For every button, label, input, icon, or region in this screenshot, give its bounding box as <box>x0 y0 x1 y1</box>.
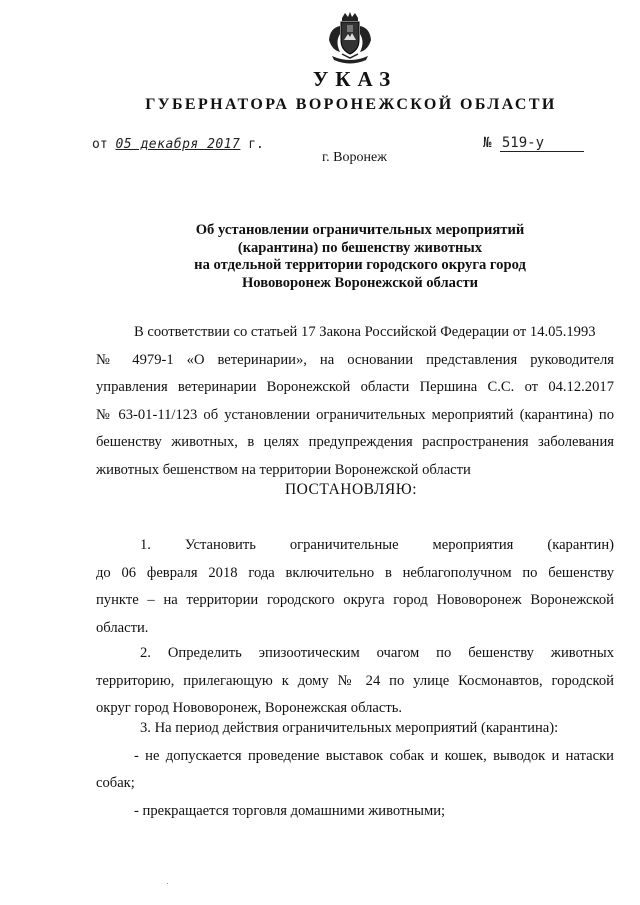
paragraph-line: № 63-01-11/123 об установлении ограничительных мероприятий (карантина) по <box>96 406 614 423</box>
date-suffix: г. <box>248 137 264 152</box>
paragraph-line: пункте – на территории городского округа город Нововоронеж Воронежской <box>96 592 614 608</box>
date-prefix: от <box>92 137 108 152</box>
heading-line: (карантина) по бешенству животных <box>237 239 483 256</box>
paragraph-line: животных бешенством на территории Воронежской области <box>96 461 471 478</box>
issuer-title: ГУБЕРНАТОРА ВОРОНЕЖСКОЙ ОБЛАСТИ <box>145 96 557 113</box>
paragraph-line: области. <box>96 619 149 636</box>
paragraph-line: округ город Нововоронеж, Воронежская область. <box>96 700 403 716</box>
paragraph-line: до 06 февраля 2018 года включительно в неблагополучном по бешенству <box>96 564 614 581</box>
paragraph-line: 1. Установить ограничительные мероприятия (карантин) <box>140 537 614 553</box>
paragraph-line: собак; <box>96 775 135 791</box>
scan-speck <box>167 883 168 884</box>
decree-number <box>483 135 584 152</box>
document-type-title: УКАЗ <box>312 67 398 91</box>
paragraph-line: территорию, прилегающую к дому № 24 по улице Космонавтов, городской <box>96 672 614 689</box>
preamble-paragraph <box>96 319 614 484</box>
paragraph-line: 3. На период действия ограничительных мероприятий (карантина): <box>140 720 559 736</box>
heading-line: Нововоронеж Воронежской области <box>241 274 479 291</box>
decree-date <box>92 137 264 152</box>
paragraph-line: В соответствии со статьей 17 Закона Российской Федерации от 14.05.1993 <box>134 324 596 340</box>
paragraph-line: - прекращается торговля домашними животными; <box>134 802 446 819</box>
item-3 <box>96 715 614 825</box>
heading-line: на отдельной территории городского округа город <box>194 257 526 273</box>
paragraph-line: № 4979-1 «О ветеринарии», на основании представления руководителя <box>96 351 614 368</box>
city-name: г. Воронеж <box>322 150 387 165</box>
number-prefix: № <box>483 135 492 151</box>
paragraph-line: 2. Определить эпизоотическим очагом по бешенству животных <box>140 645 614 661</box>
item-1 <box>96 532 614 642</box>
item-2 <box>96 640 614 723</box>
heading-line: Об установлении ограничительных мероприятий <box>195 222 525 238</box>
voronezh-coat-of-arms-icon <box>320 10 380 66</box>
paragraph-line: бешенству животных, в целях предупреждения распространения заболевания <box>96 434 614 450</box>
number-value: 519-у <box>500 135 584 152</box>
paragraph-line: управления ветеринарии Воронежской области Першина С.С. от 04.12.2017 <box>96 379 614 395</box>
decree-heading <box>140 222 580 292</box>
decree-word: ПОСТАНОВЛЯЮ: <box>284 481 418 498</box>
date-value: 05 декабря 2017 <box>115 137 241 152</box>
paragraph-line: - не допускается проведение выставок собак и кошек, выводок и натаски <box>134 747 614 764</box>
